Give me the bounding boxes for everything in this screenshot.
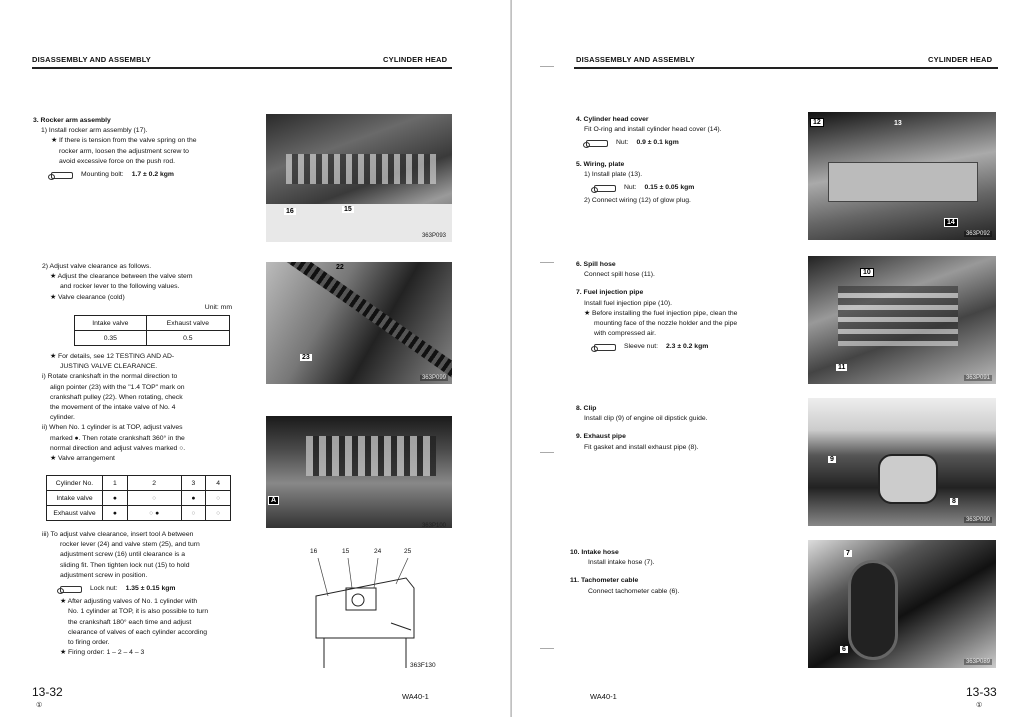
callout-label: 22 bbox=[336, 264, 344, 271]
step-text: crankshaft pulley (22). When rotating, check bbox=[50, 393, 183, 401]
table-header: 2 bbox=[127, 476, 181, 491]
margin-tick bbox=[540, 66, 554, 67]
section-title: 10. Intake hose bbox=[570, 549, 619, 556]
exhaust-pipe-photo bbox=[808, 398, 996, 526]
unit-text: Unit: mm bbox=[204, 303, 232, 311]
torque-label: Mounting bolt: bbox=[81, 171, 124, 179]
step-text: the movement of the intake valve of No. 4 bbox=[50, 404, 176, 412]
torque-wrench-icon bbox=[594, 185, 616, 192]
step-text: Fit O-ring and install cylinder head cover (14). bbox=[584, 126, 722, 134]
photo-caption: 363P089 bbox=[965, 659, 990, 665]
valve-tool-photo bbox=[266, 416, 452, 528]
callout-label: 23 bbox=[302, 354, 310, 361]
table-cell: ○ bbox=[181, 506, 206, 521]
step-text: marked ●. Then rotate crankshaft 360° in the bbox=[50, 434, 185, 442]
callout-label: 16 bbox=[286, 208, 294, 215]
torque-value: 1.7 ± 0.2 kgm bbox=[131, 171, 174, 179]
section-title: 5. Wiring, plate bbox=[576, 160, 625, 168]
section-title: 3. Rocker arm assembly bbox=[33, 117, 111, 124]
note-text: No. 1 cylinder at TOP, it is also possible to turn bbox=[68, 608, 209, 616]
step-text: sliding fit. Then tighten lock nut (15) to hold bbox=[60, 561, 190, 569]
torque-value: 0.15 ± 0.05 kgm bbox=[644, 184, 695, 192]
margin-tick bbox=[540, 262, 554, 263]
step-text: 2) Connect wiring (12) of glow plug. bbox=[584, 197, 691, 205]
callout-label: 11 bbox=[838, 364, 846, 371]
torque-label: Sleeve nut: bbox=[624, 343, 659, 351]
head-cover-photo bbox=[808, 112, 996, 240]
clearance-table bbox=[74, 315, 230, 346]
torque-wrench-icon bbox=[60, 586, 82, 593]
model-code: WA40-1 bbox=[590, 692, 617, 701]
torque-wrench-icon bbox=[51, 172, 73, 179]
table-row-label: Exhaust valve bbox=[47, 506, 103, 521]
step-text: adjustment screw in position. bbox=[60, 571, 148, 579]
section-title: 7. Fuel injection pipe bbox=[576, 289, 644, 297]
callout-label: 12 bbox=[810, 118, 824, 127]
step-text: normal direction and adjust valves marked ○. bbox=[50, 444, 186, 452]
note-text: rocker arm, loosen the adjustment screw to bbox=[59, 147, 189, 155]
valve-mark: ● bbox=[155, 509, 160, 517]
note-text: ★ Valve clearance (cold) bbox=[50, 293, 125, 301]
header-section: DISASSEMBLY AND ASSEMBLY bbox=[32, 55, 151, 64]
callout-label: 15 bbox=[344, 206, 352, 213]
table-cell: ○ bbox=[127, 491, 181, 506]
table-cell: 0.5 bbox=[146, 331, 229, 346]
note-text: avoid excessive force on the push rod. bbox=[59, 157, 175, 165]
callout-label: 6 bbox=[842, 646, 846, 653]
note-text: the crankshaft 180° each time and adjust bbox=[68, 618, 192, 626]
step-text: Install intake hose (7). bbox=[588, 559, 655, 567]
step-text: ii) When No. 1 cylinder is at TOP, adjust valves bbox=[42, 424, 183, 432]
header-rule bbox=[574, 67, 998, 69]
torque-spec bbox=[51, 170, 243, 180]
crankshaft-pulley-photo bbox=[266, 262, 452, 384]
section-valve-adjust bbox=[42, 352, 232, 464]
page-revision: ① bbox=[976, 702, 983, 709]
table-row-label: Intake valve bbox=[47, 491, 103, 506]
table-cell: ○ bbox=[206, 491, 231, 506]
fuel-pipe-photo bbox=[808, 256, 996, 384]
callout-label: A bbox=[268, 496, 279, 505]
callout-label: 7 bbox=[846, 550, 850, 557]
rocker-arm-photo bbox=[266, 114, 452, 242]
torque-wrench-icon bbox=[594, 344, 616, 351]
note-text: and rocker lever to the following values. bbox=[60, 283, 180, 291]
valve-section-drawing bbox=[296, 548, 456, 672]
header-chapter: CYLINDER HEAD bbox=[928, 55, 993, 64]
model-code: WA40-1 bbox=[402, 692, 429, 701]
note-text: with compressed air. bbox=[594, 330, 656, 338]
callout-label: 16 bbox=[310, 548, 318, 555]
table-header: 1 bbox=[103, 476, 128, 491]
section-title: 9. Exhaust pipe bbox=[576, 433, 626, 441]
drawing-svg bbox=[296, 548, 456, 672]
step-text: 1) Install rocker arm assembly (17). bbox=[41, 127, 148, 135]
photo-caption: 363P100 bbox=[421, 523, 446, 528]
torque-spec bbox=[586, 138, 796, 148]
callout-label: 24 bbox=[374, 548, 382, 555]
table-header: 3 bbox=[181, 476, 206, 491]
section-valve-clearance bbox=[42, 262, 232, 313]
note-text: ★ Valve arrangement bbox=[50, 455, 115, 463]
callout-label: 25 bbox=[404, 548, 412, 555]
photo-caption: 363P091 bbox=[965, 375, 990, 381]
section-spill-fuel bbox=[576, 260, 796, 356]
step-text: 2) Adjust valve clearance as follows. bbox=[42, 263, 152, 270]
valve-mark: ○ bbox=[149, 509, 154, 517]
section-head-cover bbox=[576, 115, 796, 206]
step-text: Install clip (9) of engine oil dipstick guide. bbox=[584, 415, 708, 423]
torque-spec bbox=[60, 584, 232, 594]
torque-label: Lock nut: bbox=[90, 585, 118, 593]
note-text: ★ Firing order: 1 – 2 – 4 – 3 bbox=[60, 649, 145, 657]
step-text: i) Rotate crankshaft in the normal direction to bbox=[42, 373, 178, 381]
callout-label: 10 bbox=[860, 268, 874, 277]
table-header: Exhaust valve bbox=[146, 316, 229, 331]
table-cell: ● bbox=[181, 491, 206, 506]
table-header: 4 bbox=[206, 476, 231, 491]
table-cell: ● bbox=[103, 491, 128, 506]
step-text: Connect tachometer cable (6). bbox=[588, 587, 680, 595]
right-page bbox=[512, 0, 1024, 717]
table-cell bbox=[103, 506, 128, 521]
torque-value: 1.35 ± 0.15 kgm bbox=[125, 585, 176, 593]
callout-label: 13 bbox=[894, 120, 902, 127]
callout-label: 8 bbox=[952, 498, 956, 505]
step-text: Install fuel injection pipe (10). bbox=[584, 299, 673, 307]
section-title: 11. Tachometer cable bbox=[570, 577, 639, 585]
note-text: clearance of valves of each cylinder according bbox=[68, 628, 208, 636]
photo-caption: 363P099 bbox=[421, 375, 446, 381]
torque-label: Nut: bbox=[624, 184, 637, 192]
torque-spec bbox=[594, 342, 796, 352]
note-text: ★ Before installing the fuel injection pipe, clean the bbox=[584, 309, 738, 317]
note-text: ★ For details, see 12 TESTING AND AD- bbox=[50, 353, 175, 360]
page-number: 13-33 bbox=[966, 685, 997, 699]
note-text: JUSTING VALVE CLEARANCE. bbox=[60, 363, 158, 371]
margin-tick bbox=[540, 452, 554, 453]
valve-arrangement-table bbox=[46, 475, 231, 521]
step-text: 1) Install plate (13). bbox=[584, 170, 643, 178]
torque-value: 2.3 ± 0.2 kgm bbox=[666, 343, 709, 351]
photo-caption: 363P092 bbox=[965, 231, 990, 237]
table-cell: ○ bbox=[206, 506, 231, 521]
section-intake-tacho bbox=[570, 548, 790, 597]
step-text: cylinder. bbox=[50, 414, 75, 422]
step-text: iii) To adjust valve clearance, insert tool A between bbox=[42, 531, 194, 538]
step-text: Fit gasket and install exhaust pipe (8). bbox=[584, 443, 699, 451]
section-valve-tool bbox=[42, 530, 232, 658]
intake-hose-photo bbox=[808, 540, 996, 668]
note-text: ★ If there is tension from the valve spring on the bbox=[51, 137, 197, 145]
header-chapter: CYLINDER HEAD bbox=[383, 55, 448, 64]
step-text: Connect spill hose (11). bbox=[584, 271, 655, 279]
step-text: rocker lever (24) and valve stem (25), and turn bbox=[60, 541, 200, 549]
torque-spec bbox=[594, 183, 796, 193]
header-rule bbox=[32, 67, 452, 69]
note-text: ★ Adjust the clearance between the valve stem bbox=[50, 273, 193, 281]
callout-label: 15 bbox=[342, 548, 350, 555]
note-text: ★ After adjusting valves of No. 1 cylinder with bbox=[60, 598, 198, 606]
torque-value: 0.9 ± 0.1 kgm bbox=[636, 139, 679, 147]
note-text: to firing order. bbox=[68, 639, 110, 647]
page-number: 13-32 bbox=[32, 685, 63, 699]
header-section: DISASSEMBLY AND ASSEMBLY bbox=[576, 55, 695, 64]
photo-caption: 363P093 bbox=[421, 233, 446, 239]
section-clip-exhaust bbox=[576, 404, 796, 453]
torque-wrench-icon bbox=[586, 140, 608, 147]
valve-mark: ● bbox=[112, 509, 117, 517]
table-header: Intake valve bbox=[75, 316, 147, 331]
table-header: Cylinder No. bbox=[47, 476, 103, 491]
callout-label: 14 bbox=[944, 218, 958, 227]
note-text: mounting face of the nozzle holder and the pipe bbox=[594, 320, 738, 328]
section-title: 4. Cylinder head cover bbox=[576, 116, 649, 123]
section-title: 8. Clip bbox=[576, 405, 597, 412]
section-title: 6. Spill hose bbox=[576, 261, 616, 268]
photo-caption: 363P090 bbox=[965, 517, 990, 523]
drawing-caption: 363F130 bbox=[410, 662, 436, 669]
table-cell bbox=[127, 506, 181, 521]
margin-tick bbox=[540, 648, 554, 649]
page-revision: ① bbox=[36, 702, 43, 709]
torque-label: Nut: bbox=[616, 139, 629, 147]
step-text: align pointer (23) with the "1.4 TOP" mark on bbox=[50, 383, 185, 391]
step-text: adjustment screw (16) until clearance is a bbox=[60, 551, 186, 559]
callout-label: 9 bbox=[830, 456, 834, 463]
section-rocker-arm bbox=[33, 116, 243, 183]
table-cell: 0.35 bbox=[75, 331, 147, 346]
